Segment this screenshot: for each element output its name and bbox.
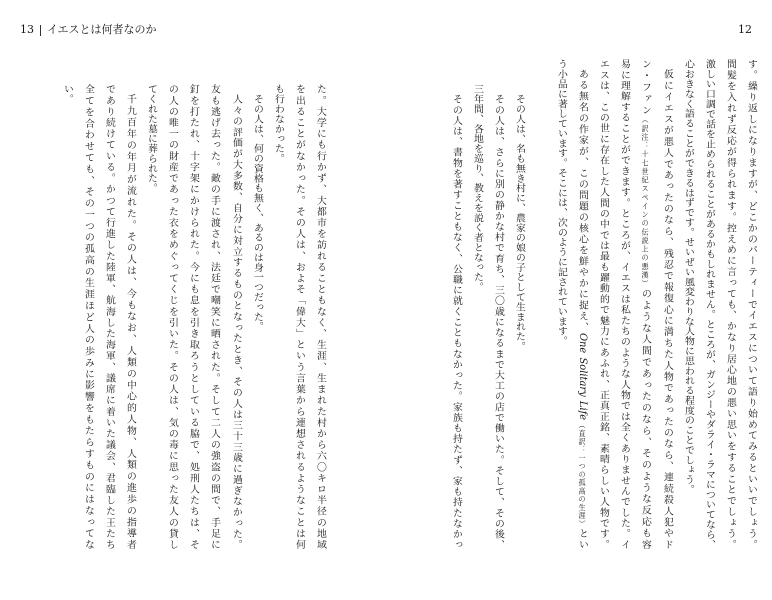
- body-text-line: 心おきなく語ることができるはずです。せいぜい風変わりな人物に思われる程度のことでしょう。: [683, 59, 694, 495]
- quote-text-line: 人々の評価が大多数、自分に対立するものとなったとき、その人は三十三歳に過ぎなかった。: [231, 93, 242, 549]
- body-text-line: 仮にイエスが悪人であったのなら、残忍で報復心に満ちた人物であったのなら、連続殺人犯やド: [662, 68, 673, 549]
- left-running-head: [20, 23, 157, 37]
- quote-text-line: その人は、書物を著すこともなく、公職に就くこともなかった。家族も持たず、家も持たなかっ: [451, 93, 462, 549]
- body-text-line: う小品に著しています。そこには、次のように記されています。: [556, 59, 567, 346]
- body-text-segment: ン・ファン: [640, 59, 651, 116]
- body-text-segment: のような人間であったのなら、そのような反応も容: [640, 288, 651, 549]
- quote-text-line: その人は、何の資格も無く、あるのは身一つだった。: [252, 93, 263, 332]
- running-title: イエスとは何者なのか: [47, 23, 157, 36]
- quote-text-line: た。大学にも行かず、大都市を訪れることもなく、生涯、生まれた村から六〇キロ半径の地域: [315, 83, 326, 549]
- body-text-line: [637, 59, 653, 549]
- quote-text-line: 三年間、各地を巡り、教えを説く者となった。: [472, 83, 483, 292]
- body-text-segment: ある無名の作家が、この問題の核心を鮮やかに捉え、: [577, 68, 588, 333]
- quote-text-line: も行わなかった。: [273, 83, 284, 163]
- quote-text-line: 全てを合わせても、その一つの孤高の生涯ほど人の歩みに影響をもたらすものにはなってな: [83, 83, 94, 549]
- body-text-line: 易に理解することができます。ところが、イエスは私たちのような人物では全くありませんでした。イ: [619, 59, 630, 549]
- quote-text-line: 友も逃げ去った。敵の手に渡され、法廷で嘲笑に晒された。そして二人の強盗の間で、手足に: [209, 83, 220, 549]
- quote-text-line: その人は、さらに別の静かな村で育ち、三〇歳になるまで大工の店で働いた。そして、その後、: [493, 93, 504, 549]
- quote-text-line: であり続けている。かつて行進した陸軍、航海した海軍、議席に着いた議会、君臨した王たち: [104, 83, 115, 549]
- quote-text-line: い。: [62, 83, 73, 104]
- quote-text-line: 千九百年の年月が流れた。その人は、今もなお、人類の中心的人物、人類の進歩の指導者: [125, 93, 136, 549]
- header-separator: [40, 25, 41, 36]
- body-text-line: エスは、この世に存在した人間の中では最も躍動的で魅力にあふれ、正真正銘、素晴らしい人物です。: [598, 59, 609, 549]
- quote-text-line: てくれた墓に葬られた。: [146, 83, 157, 193]
- translator-note: （直訳：一つの孤高の生涯）: [578, 420, 587, 529]
- body-text-line: 激しい口調で話を止められることがあるかもしれません。ところが、ガンジーやダライ・ラマについてなら、: [704, 59, 715, 549]
- left-page-number: 13: [20, 23, 34, 36]
- body-text-line: す。繰り返しになりますが、どこかのパーティーでイエスについて語り始めてみるといいでしょう。: [746, 59, 757, 549]
- body-text-line: 間髪を入れず反応が得られます。控えめに言っても、かなり居心地の悪い思いをすることでしょう。: [725, 59, 736, 549]
- body-text-segment: とい: [577, 528, 588, 550]
- quote-text-line: 釘を打たれ、十字架にかけられた。今にも息を引き取ろうとしている脇で、処刑人たちは、そ: [188, 83, 199, 549]
- right-page-number: 12: [738, 23, 752, 36]
- quote-text-line: の人の唯一の財産であった衣をめぐってくじを引いた。その人は、気の毒に思った友人の貸し: [167, 83, 178, 549]
- quote-text-line: を出ることがなかった。その人は、およそ「偉大」という言葉から連想されるようなことは何: [294, 83, 305, 549]
- quote-text-line: その人は、名も無き村に、農家の娘の子として生まれた。: [514, 93, 525, 351]
- body-text-line: [574, 59, 590, 549]
- translator-note: （訳注：十七世紀スペインの伝説上の悪漢）: [641, 115, 650, 289]
- book-title-italic: One Solitary Life: [577, 332, 588, 421]
